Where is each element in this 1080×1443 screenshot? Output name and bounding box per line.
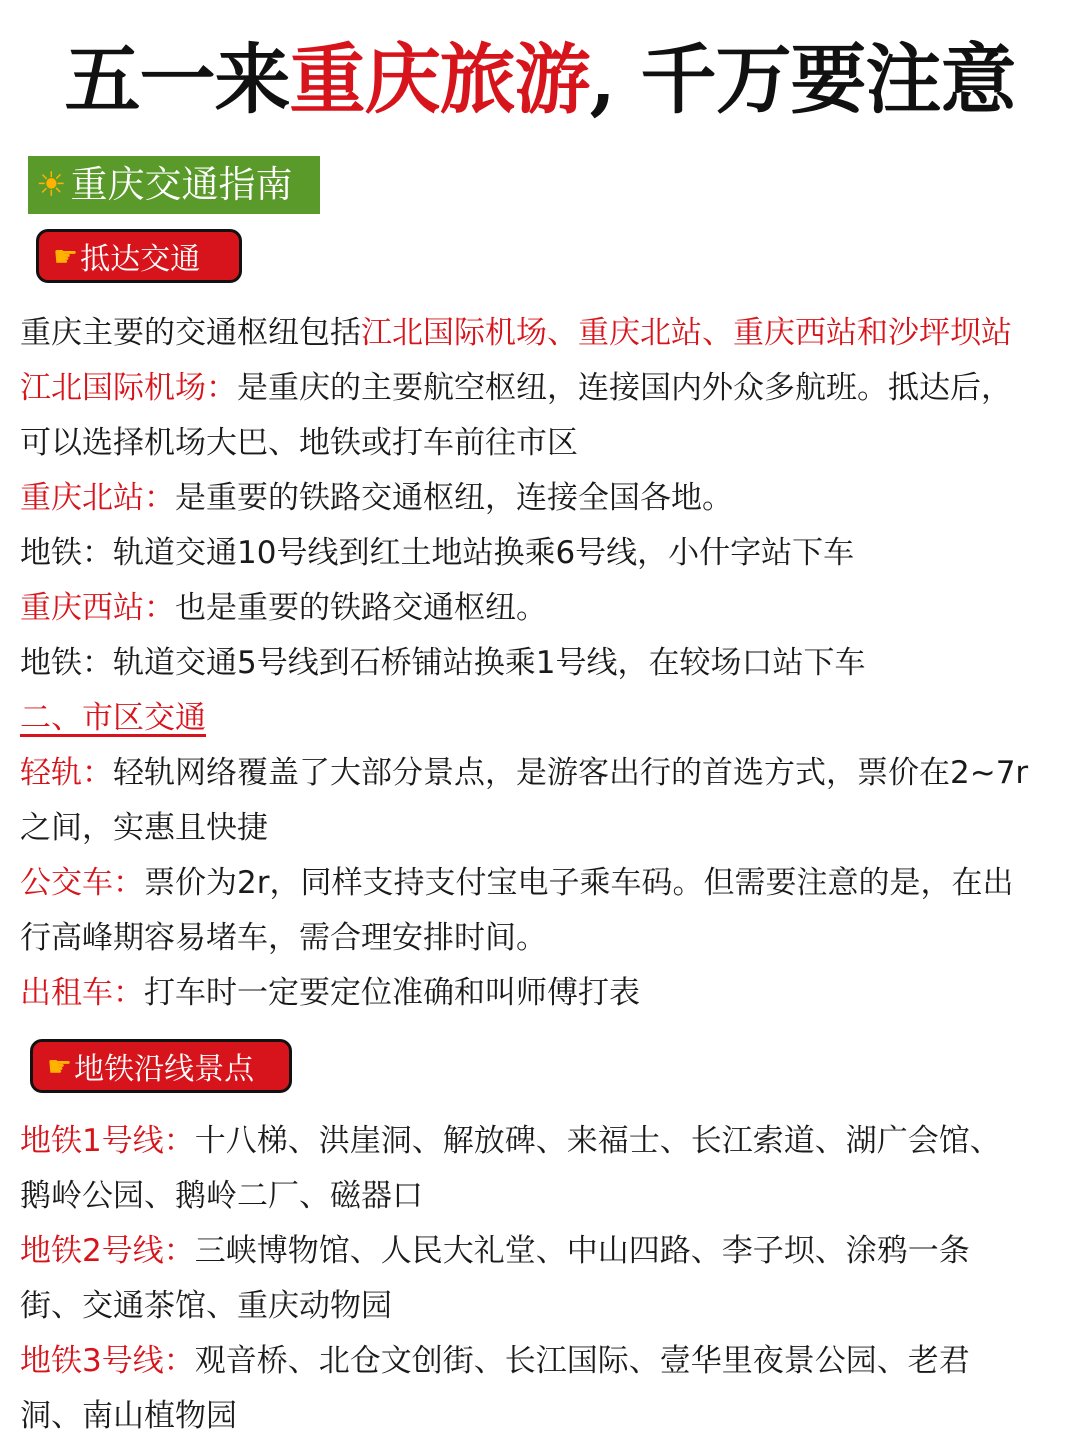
arrival-tag-label: 抵达交通 [80,242,201,277]
airport-line-1 [20,368,1070,408]
hub-intro-line [20,313,1070,353]
north-station-text: 是重要的铁路交通枢纽，连接全国各地。 [175,480,733,516]
title-part-2: 重庆旅游 [289,35,590,124]
sun-icon: ☀ [36,165,67,205]
metro-attractions-tag [30,1039,292,1093]
west-station-metro-line [20,643,1070,683]
north-station-line [20,478,1070,518]
bus-line-2 [20,918,1070,958]
city-transport-heading-line [20,698,1070,738]
pointing-hand-icon: ☛ [53,239,79,273]
light-rail-line-1 [20,753,1070,793]
bus-text-2: 行高峰期容易堵车，需合理安排时间。 [20,920,547,956]
metro-line-2-text-2: 街、交通茶馆、重庆动物园 [20,1288,392,1324]
metro-line-3-text-2: 洞、南山植物园 [20,1398,237,1434]
north-station-metro: 地铁：轨道交通10号线到红土地站换乘6号线，小什字站下车 [20,535,855,571]
metro-line-1-row-2 [20,1176,1070,1216]
metro-line-3-label: 地铁3号线： [20,1343,195,1379]
bus-line-1 [20,863,1070,903]
light-rail-label: 轻轨： [20,755,113,791]
north-station-label: 重庆北站： [20,480,175,516]
airport-label: 江北国际机场： [20,370,237,406]
pointing-hand-icon: ☛ [47,1049,73,1083]
taxi-text: 打车时一定要定位准确和叫师傅打表 [144,975,640,1011]
west-station-metro: 地铁：轨道交通5号线到石桥铺站换乘1号线，在较场口站下车 [20,645,866,681]
light-rail-text-1: 轻轨网络覆盖了大部分景点，是游客出行的首选方式，票价在2~7r [113,755,1029,791]
metro-line-1-label: 地铁1号线： [20,1123,195,1159]
metro-line-2-row-1 [20,1231,1070,1271]
taxi-line [20,973,1070,1013]
metro-line-2-label: 地铁2号线： [20,1233,195,1269]
bus-label: 公交车： [20,865,144,901]
title-part-1: 五一来 [64,35,290,124]
metro-line-1-text-1: 十八梯、洪崖洞、解放碑、来福士、长江索道、湖广会馆、 [194,1123,1001,1159]
airport-text-1: 是重庆的主要航空枢纽，连接国内外众多航班。抵达后， [237,370,1012,406]
metro-line-3-row-2 [20,1396,1070,1436]
north-station-metro-line [20,533,1070,573]
metro-line-3-row-1 [20,1341,1070,1381]
title-part-3: , 千万要注意 [589,35,1016,124]
taxi-label: 出租车： [20,975,144,1011]
metro-line-2-row-2 [20,1286,1070,1326]
light-rail-line-2 [20,808,1070,848]
west-station-text: 也是重要的铁路交通枢纽。 [175,590,547,626]
hub-intro-text: 重庆主要的交通枢纽包括 [20,315,361,351]
light-rail-text-2: 之间，实惠且快捷 [20,810,268,846]
airport-line-2 [20,423,1070,463]
metro-tag-label: 地铁沿线景点 [74,1052,255,1087]
west-station-line [20,588,1070,628]
page-title [0,30,1080,130]
city-transport-heading: 二、市区交通 [20,700,206,736]
west-station-label: 重庆西站： [20,590,175,626]
section-tag-label: 重庆交通指南 [70,163,293,206]
metro-line-2-text-1: 三峡博物馆、人民大礼堂、中山四路、李子坝、涂鸦一条 [194,1233,970,1269]
metro-line-3-text-1: 观音桥、北仓文创街、长江国际、壹华里夜景公园、老君 [194,1343,970,1379]
section-tag-transport-guide [28,156,320,214]
bus-text-1: 票价为2r，同样支持支付宝电子乘车码。但需要注意的是，在出 [144,865,1014,901]
metro-line-1-row-1 [20,1121,1070,1161]
metro-line-1-text-2: 鹅岭公园、鹅岭二厂、磁器口 [20,1178,423,1214]
airport-text-2: 可以选择机场大巴、地铁或打车前往市区 [20,425,578,461]
hub-intro-highlight: 江北国际机场、重庆北站、重庆西站和沙坪坝站 [361,315,1012,351]
arrival-transport-tag [36,229,242,283]
